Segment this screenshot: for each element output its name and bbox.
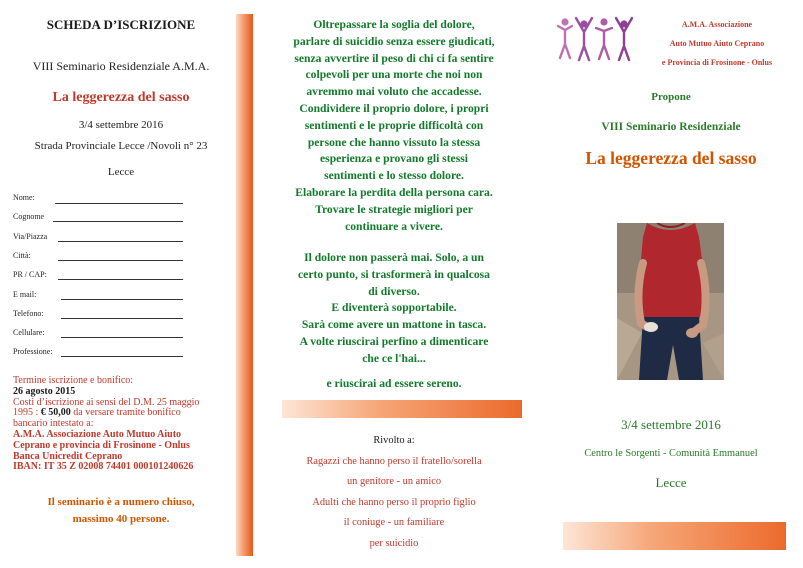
field-line-citta[interactable] xyxy=(58,260,183,261)
field-line-email[interactable] xyxy=(61,299,183,300)
right-city: Lecce xyxy=(655,475,687,490)
poem2-line: Sarà come avere un mattone in tasca. xyxy=(301,318,487,332)
limit-note-line1: Il seminario è a numero chiuso, xyxy=(47,496,195,508)
poem2-line: Il dolore non passerà mai. Solo, a un xyxy=(304,251,484,264)
deadline-label: Termine iscrizione e bonifico: xyxy=(13,375,134,386)
cost-line2-post: da versare tramite bonifico xyxy=(70,407,181,419)
audience-line: un genitore - un amico xyxy=(346,476,442,488)
field-line-professione[interactable] xyxy=(61,356,183,357)
bank-line3: Banca Unicredit Ceprano xyxy=(13,450,123,462)
poem-line: Condividere il proprio dolore, i propri xyxy=(299,101,489,115)
right-orange-band xyxy=(563,522,786,550)
poem-line: Elaborare la perdita della persona cara. xyxy=(295,185,493,199)
cost-line1: Costi d’iscrizione ai sensi del D.M. 25 maggio xyxy=(13,396,200,408)
poem2-line: certo punto, si trasformerà in qualcosa xyxy=(298,267,490,281)
poem2-line: A volte riuscirai perfino a dimenticare xyxy=(299,334,489,348)
bank-line1: A.M.A. Associazione Auto Mutuo Aiuto xyxy=(13,428,182,440)
poem2-line: E diventerà sopportabile. xyxy=(331,301,457,315)
right-dates: 3/4 settembre 2016 xyxy=(621,417,721,432)
field-label-cognome: Cognome xyxy=(13,212,45,221)
left-event-title: La leggerezza del sasso xyxy=(52,90,190,105)
poem-line: senza avvertire il peso di chi ci fa sentire xyxy=(294,51,494,65)
field-line-telefono[interactable] xyxy=(61,318,183,319)
field-label-email: E mail: xyxy=(13,290,37,299)
field-label-via: Via/Piazza xyxy=(13,232,48,241)
audience-line: il coniuge - un familiare xyxy=(343,517,445,529)
field-line-via[interactable] xyxy=(58,241,183,242)
poem-line: continuare a vivere. xyxy=(345,219,443,233)
audience-line: Adulti che hanno perso il proprio figlio xyxy=(312,496,476,508)
field-line-nome[interactable] xyxy=(55,203,183,204)
poem-block xyxy=(262,17,526,235)
cost-line3: bancario intestato a: xyxy=(13,418,94,430)
field-line-cognome[interactable] xyxy=(53,221,183,222)
poem-line: sentimenti e lo stesso dolore. xyxy=(324,169,464,183)
poem-line: esperienza e provano gli stessi xyxy=(320,152,468,166)
left-city: Lecce xyxy=(107,166,135,178)
iban: IBAN: IT 35 Z 02008 74401 000101240626 xyxy=(13,461,194,473)
poem-line: persone che hanno vissuto la stessa xyxy=(307,135,481,149)
field-label-prcap: PR / CAP: xyxy=(13,270,47,279)
field-line-cellulare[interactable] xyxy=(61,337,183,338)
left-seminar-name: VIII Seminario Residenziale A.M.A. xyxy=(32,59,210,73)
audience-line: Ragazzi che hanno perso il fratello/sorella xyxy=(306,455,482,467)
poem-line: sentimenti e le proprie difficoltà con xyxy=(304,118,484,132)
right-seminar-name: VIII Seminario Residenziale xyxy=(601,121,741,133)
poem2-line: che ce l'hai... xyxy=(362,351,426,365)
propone-label: Propone xyxy=(651,91,691,103)
field-label-professione: Professione: xyxy=(13,347,53,356)
poem-line: Oltrepassare la soglia del dolore, xyxy=(313,18,475,31)
right-venue: Centro le Sorgenti - Comunità Emmanuel xyxy=(584,448,758,459)
field-line-prcap[interactable] xyxy=(58,279,183,280)
org-line3: e Provincia di Frosinone - Onlus xyxy=(661,58,773,67)
poem-line: colpevoli per una morte che noi non xyxy=(305,68,483,82)
field-label-telefono: Telefono: xyxy=(13,309,44,318)
cover-photo xyxy=(617,223,724,380)
left-dates: 3/4 settembre 2016 xyxy=(78,119,164,131)
poem-line: parlare di suicidio senza essere giudicati, xyxy=(293,34,495,48)
poem-line: avremmo mai voluto che accadesse. xyxy=(306,85,482,99)
field-label-cellulare: Cellulare: xyxy=(13,328,45,337)
cost-line2-pre: 1995 : xyxy=(13,407,41,419)
org-line1: A.M.A. Associazione xyxy=(681,20,753,29)
field-label-nome: Nome: xyxy=(13,193,35,202)
audience-title: Rivolto a: xyxy=(373,435,415,446)
cost-amount: € 50,00 xyxy=(40,407,71,419)
audience-line: per suicidio xyxy=(369,537,419,549)
registration-title: SCHEDA D’ISCRIZIONE xyxy=(46,17,196,32)
registration-form xyxy=(13,190,188,362)
poem2-block xyxy=(262,250,526,368)
poem-last-line: e riuscirai ad essere sereno. xyxy=(326,377,462,390)
org-line2: Auto Mutuo Aiuto Ceprano xyxy=(669,39,765,48)
deadline-date: 26 agosto 2015 xyxy=(13,385,76,397)
ama-logo-figures-icon xyxy=(556,16,640,62)
middle-orange-band xyxy=(282,400,522,418)
audience-block xyxy=(262,431,526,555)
left-orange-stripe xyxy=(236,14,253,556)
field-label-citta: Città: xyxy=(13,251,31,260)
poem2-line: di diverso. xyxy=(368,284,420,298)
poem-line: Trovare le strategie migliori per xyxy=(315,202,473,216)
payment-info xyxy=(13,376,237,473)
left-address: Strada Provinciale Lecce /Novoli n° 23 xyxy=(34,140,208,152)
bank-line2: Ceprano e provincia di Frosinone - Onlus xyxy=(13,439,190,451)
limit-note-line2: massimo 40 persone. xyxy=(72,513,170,525)
right-event-title: La leggerezza del sasso xyxy=(585,148,757,168)
